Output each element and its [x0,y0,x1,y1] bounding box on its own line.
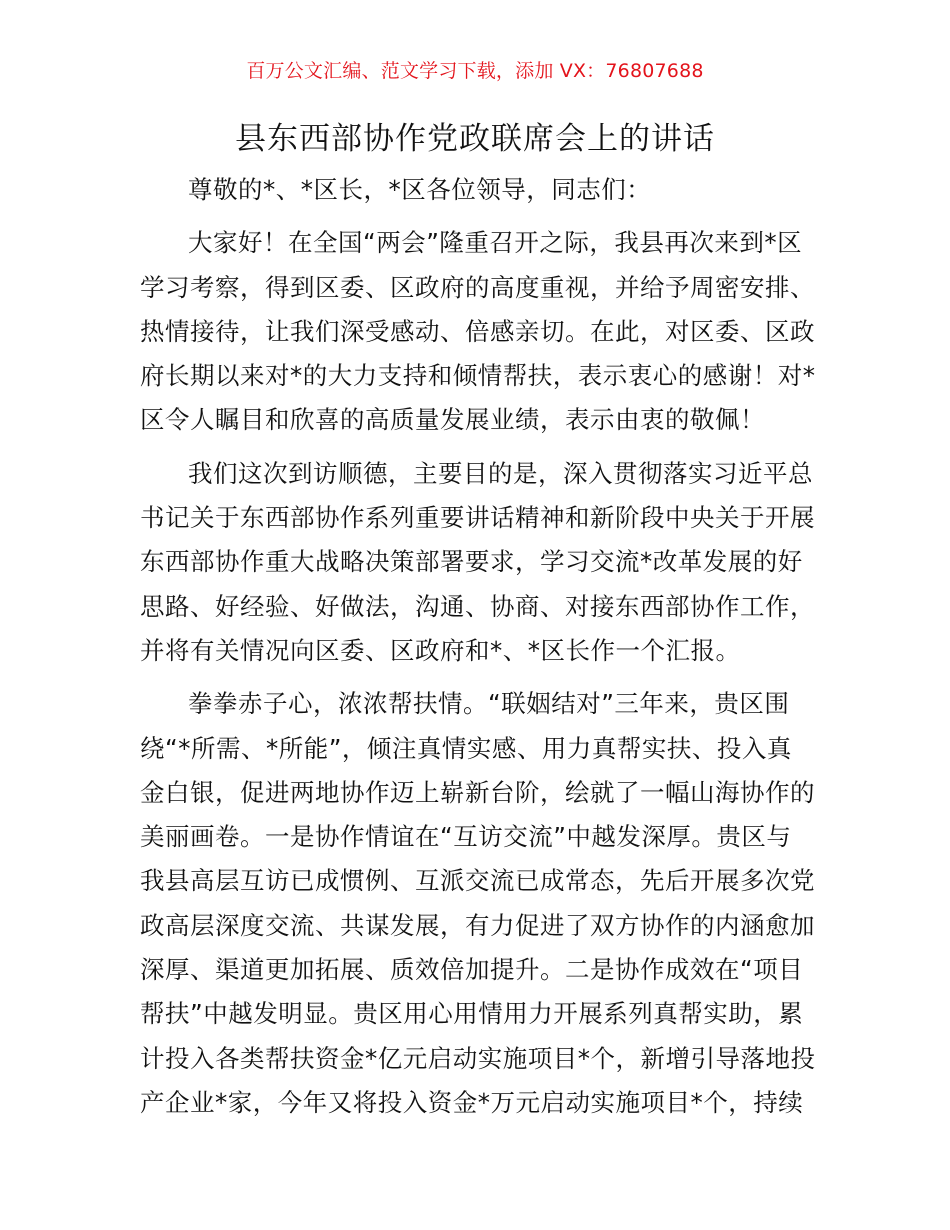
paragraph-line: 并将有关情况向区委、区政府和*、*区长作一个汇报。 [140,635,741,665]
paragraph-2 [140,452,815,673]
salutation: 尊敬的*、*区长，*区各位领导，同志们： [188,175,652,204]
paragraph-line: 绕“*所需、*所能”，倾注真情实感、用力真帮实扶、投入真 [140,733,792,763]
paragraph-3 [140,682,816,1125]
paragraph-line: 我们这次到访顺德，主要目的是，深入贯彻落实习近平总 [188,458,813,488]
document-title: 县东西部协作党政联席会上的讲话 [235,121,715,157]
paragraph-1 [140,221,816,442]
paragraph-gap [140,212,812,221]
paragraph-line: 金白银，促进两地协作迈上崭新台阶，绘就了一幅山海协作的 [140,777,815,807]
paragraph-gap [140,673,812,682]
paragraph-line: 政高层深度交流、共谋发展，有力促进了双方协作的内涵愈加 [140,910,815,940]
paragraph-line: 区令人瞩目和欣喜的高质量发展业绩，表示由衷的敬佩！ [140,405,765,435]
paragraph-line: 思路、好经验、好做法，沟通、协商、对接东西部协作工作， [140,591,815,621]
paragraph-line: 计投入各类帮扶资金*亿元启动实施项目*个，新增引导落地投 [140,1043,816,1073]
paragraph-line: 深厚、渠道更加拓展、质效倍加提升。二是协作成效在“项目 [140,955,804,985]
paragraph-line: 我县高层互访已成惯例、互派交流已成常态，先后开展多次党 [140,866,815,896]
paragraph-line: 产企业*家，今年又将投入资金*万元启动实施项目*个，持续 [140,1087,804,1117]
paragraph-line: 美丽画卷。一是协作情谊在“互访交流”中越发深厚。贵区与 [140,822,792,852]
paragraph-line: 热情接待，让我们深受感动、倍感亲切。在此，对区委、区政 [140,316,815,346]
document-body [140,168,816,1125]
watermark-notice: 百万公文汇编、范文学习下载，添加 VX：76807688 [246,60,704,82]
paragraph-line: 学习考察，得到区委、区政府的高度重视，并给予周密安排、 [140,272,815,302]
paragraph-gap [140,443,812,452]
paragraph-line: 帮扶”中越发明显。贵区用心用情用力开展系列真帮实助，累 [140,999,804,1029]
paragraph-line: 东西部协作重大战略决策部署要求，学习交流*改革发展的好 [140,547,803,577]
paragraph-line: 大家好！在全国“两会”隆重召开之际，我县再次来到*区 [188,228,803,258]
paragraph-line: 府长期以来对*的大力支持和倾情帮扶，表示衷心的感谢！对* [140,361,816,391]
paragraph-line: 书记关于东西部协作系列重要讲话精神和新阶段中央关于开展 [140,503,815,533]
paragraph-line: 拳拳赤子心，浓浓帮扶情。“联姻结对”三年来，贵区围 [188,689,790,719]
